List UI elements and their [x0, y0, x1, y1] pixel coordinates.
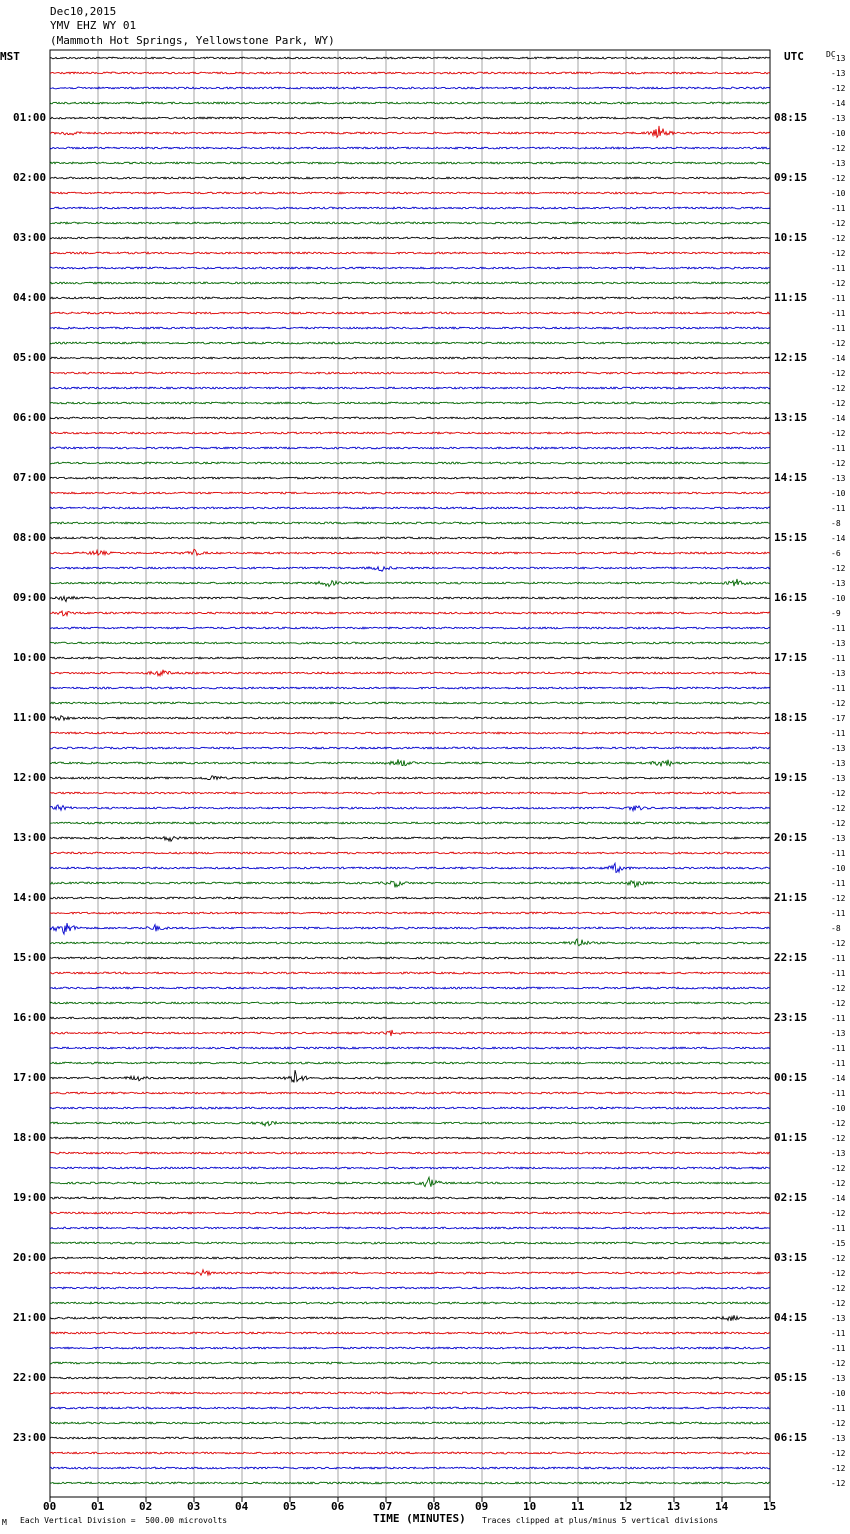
trace-row-31: [50, 522, 770, 524]
left-hour-label: 08:00: [13, 531, 47, 544]
dc-offset-label: -14: [831, 534, 846, 543]
trace-row-35: [50, 579, 770, 587]
dc-offset-label: -12: [831, 804, 846, 813]
dc-offset-label: -11: [831, 444, 846, 453]
x-tick-label: 07: [379, 1500, 393, 1513]
right-hour-label: 04:15: [774, 1311, 808, 1324]
trace-row-52: [50, 837, 770, 842]
trace-row-1: [50, 72, 770, 74]
right-hour-label: 21:15: [774, 891, 808, 904]
trace-row-18: [50, 327, 770, 329]
trace-row-2: [50, 87, 770, 89]
left-hour-label: 19:00: [13, 1191, 47, 1204]
trace-row-30: [50, 507, 770, 509]
dc-offset-label: -12: [831, 174, 846, 183]
right-hour-label: 09:15: [774, 171, 808, 184]
trace-row-44: [50, 716, 770, 721]
trace-row-92: [50, 1437, 770, 1439]
right-hour-label: 23:15: [774, 1011, 808, 1024]
trace-row-56: [50, 897, 770, 899]
dc-offset-label: -10: [831, 1389, 846, 1398]
dc-offset-label: -11: [831, 264, 846, 273]
dc-offset-label: -11: [831, 1089, 846, 1098]
left-hour-label: 02:00: [13, 171, 47, 184]
trace-row-8: [50, 177, 770, 179]
right-hour-label: 16:15: [774, 591, 808, 604]
trace-row-74: [50, 1167, 770, 1169]
trace-row-45: [50, 732, 770, 734]
left-hour-label: 13:00: [13, 831, 47, 844]
left-hour-label: 14:00: [13, 891, 47, 904]
x-tick-label: 00: [43, 1500, 57, 1513]
trace-row-40: [50, 657, 770, 659]
dc-offset-label: -12: [831, 819, 846, 828]
dc-offset-label: -12: [831, 1464, 846, 1473]
dc-offset-label: -12: [831, 1419, 846, 1428]
x-tick-label: 01: [91, 1500, 105, 1513]
trace-row-73: [50, 1152, 770, 1154]
trace-row-81: [50, 1270, 770, 1275]
trace-row-94: [50, 1467, 770, 1469]
trace-row-70: [50, 1107, 770, 1109]
trace-row-83: [50, 1302, 770, 1304]
dc-offset-label: -11: [831, 1329, 846, 1338]
x-tick-label: 12: [619, 1500, 633, 1513]
trace-row-65: [50, 1030, 770, 1036]
x-tick-label: 06: [331, 1500, 345, 1513]
trace-row-16: [50, 297, 770, 299]
trace-row-7: [50, 162, 770, 164]
dc-offset-label: -12: [831, 1119, 846, 1128]
dc-offset-label: -10: [831, 129, 846, 138]
trace-row-90: [50, 1407, 770, 1409]
dc-offset-label: -8: [831, 924, 841, 933]
trace-row-43: [50, 702, 770, 704]
trace-row-15: [50, 282, 770, 284]
dc-offset-label: -12: [831, 984, 846, 993]
trace-row-67: [50, 1062, 770, 1064]
trace-row-25: [50, 432, 770, 434]
left-hour-label: 20:00: [13, 1251, 47, 1264]
dc-offset-label: -11: [831, 1224, 846, 1233]
trace-row-26: [50, 447, 770, 449]
right-hour-label: 14:15: [774, 471, 808, 484]
dc-offset-label: -12: [831, 1134, 846, 1143]
dc-offset-label: -12: [831, 429, 846, 438]
trace-row-54: [50, 863, 770, 872]
trace-row-41: [50, 670, 770, 676]
dc-offset-label: -12: [831, 1254, 846, 1263]
dc-offset-label: -11: [831, 324, 846, 333]
right-hour-label: 11:15: [774, 291, 808, 304]
dc-offset-label: -11: [831, 954, 846, 963]
trace-row-57: [50, 912, 770, 914]
x-tick-label: 13: [667, 1500, 681, 1513]
trace-row-4: [50, 117, 770, 119]
x-tick-label: 03: [187, 1500, 201, 1513]
corner-mark: M: [2, 1518, 7, 1527]
trace-row-9: [50, 192, 770, 194]
dc-offset-label: -11: [831, 654, 846, 663]
dc-offset-label: -12: [831, 1179, 846, 1188]
x-tick-label: 09: [475, 1500, 489, 1513]
trace-row-85: [50, 1332, 770, 1334]
trace-row-91: [50, 1422, 770, 1424]
dc-offset-label: -12: [831, 144, 846, 153]
trace-row-6: [50, 147, 770, 149]
left-hour-label: 09:00: [13, 591, 47, 604]
dc-offset-label: -11: [831, 849, 846, 858]
dc-offset-label: -12: [831, 1449, 846, 1458]
dc-offset-label: -10: [831, 1104, 846, 1113]
dc-offset-label: -12: [831, 339, 846, 348]
dc-offset-label: -13: [831, 1374, 846, 1383]
right-hour-label: 01:15: [774, 1131, 808, 1144]
trace-row-27: [50, 462, 770, 464]
dc-offset-label: -12: [831, 399, 846, 408]
dc-offset-label: -13: [831, 774, 846, 783]
dc-offset-label: -12: [831, 789, 846, 798]
trace-row-76: [50, 1197, 770, 1199]
trace-row-75: [50, 1177, 770, 1186]
trace-row-50: [50, 805, 770, 811]
trace-row-23: [50, 402, 770, 404]
trace-row-60: [50, 957, 770, 959]
dc-offset-label: -8: [831, 519, 841, 528]
trace-row-95: [50, 1482, 770, 1484]
dc-offset-label: -12: [831, 564, 846, 573]
trace-row-46: [50, 747, 770, 749]
trace-row-59: [50, 939, 770, 946]
dc-offset-label: -10: [831, 594, 846, 603]
dc-offset-label: -14: [831, 354, 846, 363]
dc-offset-label: -12: [831, 1164, 846, 1173]
trace-row-84: [50, 1315, 770, 1321]
dc-offset-label: -11: [831, 624, 846, 633]
dc-offset-label: -10: [831, 189, 846, 198]
trace-row-12: [50, 237, 770, 239]
dc-offset-label: -13: [831, 159, 846, 168]
dc-offset-label: -11: [831, 684, 846, 693]
right-hour-label: 03:15: [774, 1251, 808, 1264]
dc-offset-label: -12: [831, 1269, 846, 1278]
trace-row-55: [50, 881, 770, 888]
dc-offset-label: -11: [831, 309, 846, 318]
trace-row-78: [50, 1227, 770, 1229]
trace-row-77: [50, 1212, 770, 1214]
dc-offset-label: -13: [831, 474, 846, 483]
dc-offset-label: -12: [831, 999, 846, 1008]
trace-row-20: [50, 357, 770, 359]
dc-offset-label: -12: [831, 1284, 846, 1293]
trace-row-88: [50, 1377, 770, 1379]
trace-row-61: [50, 972, 770, 974]
header-station: YMV EHZ WY 01: [50, 19, 137, 32]
trace-row-47: [50, 759, 770, 766]
dc-offset-label: -14: [831, 414, 846, 423]
dc-offset-label: -11: [831, 729, 846, 738]
right-hour-label: 13:15: [774, 411, 808, 424]
left-hour-label: 07:00: [13, 471, 47, 484]
header-date: Dec10,2015: [50, 5, 117, 18]
right-hour-label: 20:15: [774, 831, 808, 844]
right-hour-label: 22:15: [774, 951, 808, 964]
dc-offset-label: -12: [831, 84, 846, 93]
right-hour-label: 15:15: [774, 531, 808, 544]
dc-offset-label: -13: [831, 579, 846, 588]
dc-offset-label: -15: [831, 1239, 846, 1248]
dc-offset-label: -12: [831, 384, 846, 393]
dc-offset-label: -13: [831, 1029, 846, 1038]
dc-offset-label: -10: [831, 489, 846, 498]
trace-row-82: [50, 1287, 770, 1289]
dc-offset-label: -13: [831, 759, 846, 768]
scale-note: Each Vertical Division = 500.00 microvolts: [20, 1516, 228, 1525]
dc-offset-label: -11: [831, 1014, 846, 1023]
dc-offset-label: -13: [831, 69, 846, 78]
dc-offset-label: -12: [831, 249, 846, 258]
dc-offset-label: -14: [831, 1194, 846, 1203]
right-hour-label: 05:15: [774, 1371, 808, 1384]
dc-offset-label: -13: [831, 834, 846, 843]
x-tick-label: 08: [427, 1500, 441, 1513]
trace-row-5: [50, 126, 770, 137]
right-hour-label: 17:15: [774, 651, 808, 664]
dc-offset-label: -11: [831, 504, 846, 513]
dc-offset-label: -11: [831, 204, 846, 213]
left-hour-label: 11:00: [13, 711, 47, 724]
trace-row-58: [50, 923, 770, 934]
dc-offset-label: -13: [831, 669, 846, 678]
dc-offset-label: -9: [831, 609, 841, 618]
right-hour-label: 00:15: [774, 1071, 808, 1084]
trace-row-64: [50, 1017, 770, 1019]
dc-offset-label: -12: [831, 894, 846, 903]
trace-row-79: [50, 1242, 770, 1244]
trace-row-68: [50, 1070, 770, 1082]
left-hour-label: 22:00: [13, 1371, 47, 1384]
x-tick-label: 05: [283, 1500, 297, 1513]
trace-row-42: [50, 687, 770, 689]
trace-row-28: [50, 477, 770, 479]
x-tick-label: 15: [763, 1500, 777, 1513]
dc-header-label: DC: [826, 50, 836, 59]
trace-row-24: [50, 417, 770, 419]
trace-row-10: [50, 207, 770, 209]
dc-offset-label: -12: [831, 1479, 846, 1488]
left-hour-label: 15:00: [13, 951, 47, 964]
trace-row-34: [50, 567, 770, 572]
dc-offset-label: -6: [831, 549, 841, 558]
right-timezone-label: UTC: [784, 50, 804, 63]
trace-row-11: [50, 222, 770, 224]
dc-offset-label: -13: [831, 1434, 846, 1443]
dc-offset-label: -11: [831, 1344, 846, 1353]
right-hour-label: 10:15: [774, 231, 808, 244]
trace-row-36: [50, 596, 770, 601]
trace-row-13: [50, 252, 770, 254]
x-tick-label: 02: [139, 1500, 153, 1513]
left-hour-label: 18:00: [13, 1131, 47, 1144]
dc-offset-label: -12: [831, 219, 846, 228]
trace-row-22: [50, 387, 770, 389]
trace-row-71: [50, 1122, 770, 1126]
dc-offset-label: -13: [831, 114, 846, 123]
right-hour-label: 02:15: [774, 1191, 808, 1204]
trace-row-33: [50, 549, 770, 555]
dc-offset-label: -12: [831, 699, 846, 708]
dc-offset-label: -13: [831, 744, 846, 753]
dc-offset-label: -11: [831, 969, 846, 978]
left-hour-label: 01:00: [13, 111, 47, 124]
trace-row-80: [50, 1257, 770, 1259]
left-hour-label: 23:00: [13, 1431, 47, 1444]
dc-offset-label: -11: [831, 909, 846, 918]
trace-row-29: [50, 492, 770, 494]
header-location: (Mammoth Hot Springs, Yellowstone Park, WY): [50, 34, 335, 47]
dc-offset-label: -11: [831, 294, 846, 303]
dc-offset-label: -12: [831, 939, 846, 948]
dc-offset-label: -11: [831, 1059, 846, 1068]
trace-row-38: [50, 627, 770, 629]
dc-offset-label: -14: [831, 99, 846, 108]
x-tick-label: 04: [235, 1500, 249, 1513]
right-hour-label: 12:15: [774, 351, 808, 364]
right-hour-label: 19:15: [774, 771, 808, 784]
left-hour-label: 17:00: [13, 1071, 47, 1084]
left-hour-label: 03:00: [13, 231, 47, 244]
trace-row-17: [50, 312, 770, 314]
trace-row-66: [50, 1047, 770, 1049]
trace-row-87: [50, 1362, 770, 1364]
right-hour-label: 18:15: [774, 711, 808, 724]
dc-offset-label: -13: [831, 639, 846, 648]
dc-offset-label: -13: [831, 1314, 846, 1323]
left-hour-label: 05:00: [13, 351, 47, 364]
trace-row-69: [50, 1092, 770, 1094]
trace-row-89: [50, 1392, 770, 1394]
dc-offset-label: -12: [831, 1359, 846, 1368]
trace-row-86: [50, 1347, 770, 1349]
dc-offset-label: -12: [831, 234, 846, 243]
trace-row-37: [50, 611, 770, 616]
left-hour-label: 12:00: [13, 771, 47, 784]
dc-offset-label: -12: [831, 1299, 846, 1308]
left-hour-label: 04:00: [13, 291, 47, 304]
trace-row-21: [50, 372, 770, 374]
trace-row-93: [50, 1452, 770, 1454]
trace-row-63: [50, 1002, 770, 1004]
dc-offset-label: -12: [831, 1209, 846, 1218]
trace-row-62: [50, 987, 770, 989]
dc-offset-label: -10: [831, 864, 846, 873]
trace-row-32: [50, 537, 770, 539]
trace-row-53: [50, 852, 770, 854]
trace-row-39: [50, 642, 770, 644]
dc-offset-label: -12: [831, 369, 846, 378]
right-hour-label: 08:15: [774, 111, 808, 124]
dc-offset-label: -12: [831, 459, 846, 468]
trace-row-49: [50, 792, 770, 794]
x-tick-label: 10: [523, 1500, 537, 1513]
x-tick-label: 14: [715, 1500, 729, 1513]
left-hour-label: 21:00: [13, 1311, 47, 1324]
dc-offset-label: -13: [831, 1149, 846, 1158]
trace-row-48: [50, 776, 770, 780]
x-tick-label: 11: [571, 1500, 585, 1513]
plot-frame: [50, 50, 770, 1497]
left-hour-label: 06:00: [13, 411, 47, 424]
dc-offset-label: -11: [831, 1044, 846, 1053]
dc-offset-label: -14: [831, 1074, 846, 1083]
left-hour-label: 16:00: [13, 1011, 47, 1024]
trace-row-0: [50, 57, 770, 59]
dc-offset-label: -11: [831, 1404, 846, 1413]
dc-offset-label: -11: [831, 879, 846, 888]
dc-offset-label: -17: [831, 714, 846, 723]
left-timezone-label: MST: [0, 50, 20, 63]
trace-row-72: [50, 1137, 770, 1139]
trace-row-19: [50, 342, 770, 344]
right-hour-label: 06:15: [774, 1431, 808, 1444]
trace-row-3: [50, 102, 770, 104]
trace-row-51: [50, 822, 770, 824]
trace-row-14: [50, 267, 770, 269]
left-hour-label: 10:00: [13, 651, 47, 664]
clip-note: Traces clipped at plus/minus 5 vertical divisions: [482, 1516, 719, 1525]
dc-offset-label: -12: [831, 279, 846, 288]
x-axis-title: TIME (MINUTES): [373, 1512, 466, 1525]
dc-offset-label: -13: [831, 54, 846, 63]
